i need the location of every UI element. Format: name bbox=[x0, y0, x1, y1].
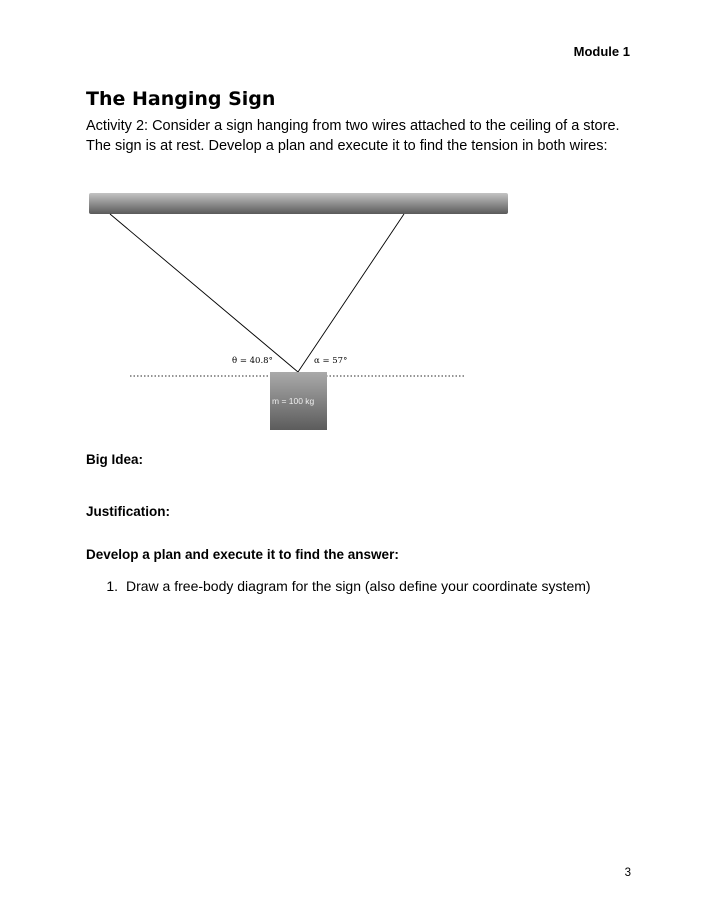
list-item bbox=[86, 578, 646, 594]
ceiling-beam bbox=[89, 193, 508, 214]
step-text: Draw a free-body diagram for the sign (also define your coordinate system) bbox=[126, 578, 591, 594]
step-list bbox=[86, 578, 646, 594]
hanging-sign-diagram bbox=[86, 190, 526, 440]
justification-label: Justification: bbox=[86, 504, 171, 519]
alpha-angle-label: α = 57° bbox=[314, 356, 348, 366]
big-idea-label: Big Idea: bbox=[86, 452, 144, 467]
right-wire bbox=[298, 214, 404, 372]
activity-prompt: Activity 2: Consider a sign hanging from two wires attached to the ceiling of a store. The sign is at rest. Develop a plan and execute it to find the tension in both wires: bbox=[86, 118, 620, 154]
page-number: 3 bbox=[624, 867, 631, 879]
theta-angle-label: θ = 40.8° bbox=[232, 356, 273, 366]
left-wire bbox=[110, 214, 298, 372]
module-label: Module 1 bbox=[573, 44, 630, 59]
step-number: 1. bbox=[106, 578, 118, 594]
mass-label: m = 100 kg bbox=[272, 396, 315, 406]
plan-heading: Develop a plan and execute it to find the answer: bbox=[86, 547, 399, 562]
page-title: The Hanging Sign bbox=[86, 88, 276, 110]
